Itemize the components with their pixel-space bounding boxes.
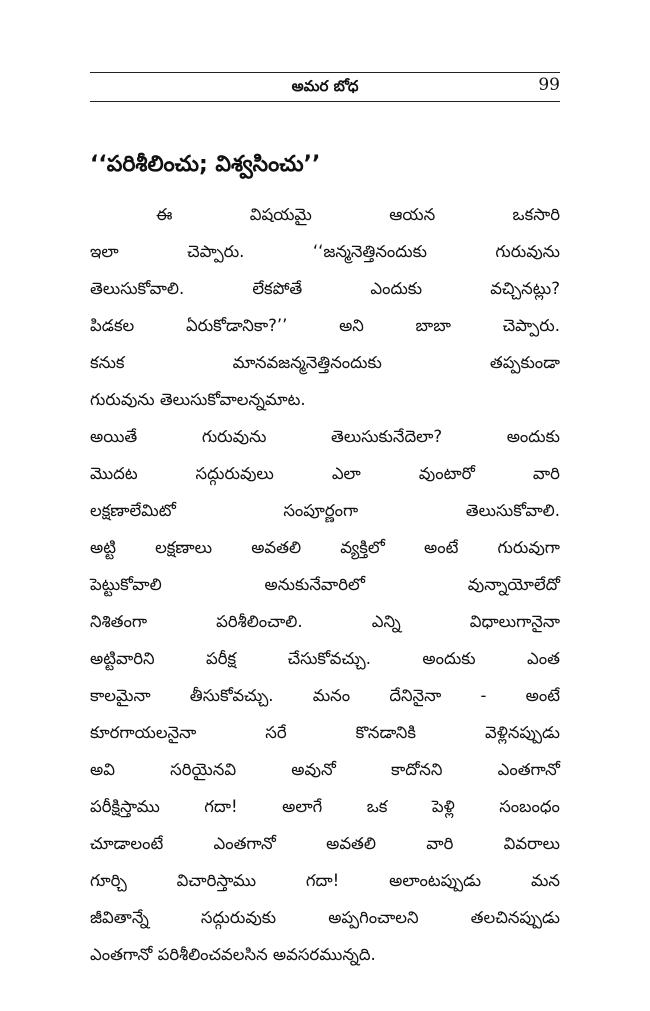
- word: అవి: [90, 760, 115, 779]
- word: కాలమైనా: [90, 686, 151, 705]
- word: నిశితంగా: [90, 612, 148, 631]
- word: విచారిస్తాము: [176, 871, 257, 890]
- word: చేసుకోవచ్చు.: [287, 649, 371, 668]
- text-line: [90, 603, 560, 640]
- word: లేకపోతే: [252, 279, 303, 298]
- word: మానవజన్మనెత్తినందుకు: [232, 353, 382, 372]
- text-line: [90, 640, 560, 677]
- word: చెప్పారు.: [187, 242, 245, 261]
- word: ఎంతగానో: [497, 760, 560, 779]
- word: సద్గురువుకు: [200, 908, 277, 927]
- word: వ్యక్తిలో: [340, 538, 385, 557]
- word: వుంటారో: [418, 464, 475, 483]
- text-line: ఎంతగానో పరిశీలించవలసిన అవసరమున్నది.: [90, 945, 376, 964]
- word: చెప్పారు.: [502, 316, 560, 335]
- word: లక్షణాలేమిటో: [90, 501, 176, 520]
- text-line: [90, 455, 560, 492]
- text-line: [90, 307, 560, 344]
- text-line: [90, 751, 560, 788]
- text-line: [90, 899, 560, 936]
- text-line: గురువును తెలుసుకోవాలన్నమాట.: [90, 390, 306, 409]
- word: అనుకునేవారిలో: [264, 575, 365, 594]
- header-title: అమర బోధ: [291, 77, 359, 95]
- word: మొదట: [90, 464, 138, 483]
- word: ఎలా: [331, 464, 361, 483]
- page-number: 99: [538, 75, 560, 95]
- word: గురువుగా: [497, 538, 560, 557]
- word: జీవితాన్నే: [90, 908, 149, 927]
- text-line: [90, 418, 560, 455]
- word: సంబంధం: [499, 797, 560, 816]
- word: వెళ్లినప్పుడు: [484, 723, 560, 742]
- word: అందుకు: [422, 649, 476, 668]
- word: తీసుకోవచ్చు.: [189, 686, 274, 705]
- text-line: [90, 714, 560, 751]
- word: పిడకల: [90, 316, 135, 335]
- word: వచ్చినట్లు?: [490, 279, 560, 298]
- word: అందుకు: [506, 427, 560, 446]
- word: అప్పగించాలని: [328, 908, 419, 927]
- word: గురువును: [201, 427, 267, 446]
- word: ఎంత: [527, 649, 560, 668]
- word: గదా!: [204, 797, 238, 816]
- word: అలాగే: [282, 797, 323, 816]
- text-line: [90, 233, 560, 270]
- word: పెళ్లి: [431, 797, 455, 816]
- word: సరియైనవి: [170, 760, 237, 779]
- text-line: [90, 270, 560, 307]
- word: -: [480, 686, 487, 705]
- word: తెలుసుకోవాలి.: [465, 501, 560, 520]
- word: మన: [530, 871, 560, 890]
- word: అవతలి: [251, 538, 302, 557]
- text-line: [90, 788, 560, 825]
- word: తెలుసుకునేదెలా?: [331, 427, 443, 446]
- word: కూరగాయలనైనా: [90, 723, 197, 742]
- word: ఎన్ని: [371, 612, 401, 631]
- text-line: [90, 196, 560, 233]
- word: ఈ: [156, 205, 173, 224]
- word: ఎంతగానో: [213, 834, 276, 853]
- running-header: [90, 72, 560, 102]
- word: సంపూర్ణంగా: [283, 501, 359, 520]
- section-title: ‘‘పరిశీలించు; విశ్వసించు’’: [90, 152, 321, 177]
- word: పెట్టుకోవాలి: [90, 575, 162, 594]
- word: ఆయన: [389, 205, 436, 224]
- word: లక్షణాలు: [155, 538, 213, 557]
- word: కనుక: [90, 353, 125, 372]
- word: గదా!: [305, 871, 340, 890]
- word: పరిశీలించాలి.: [216, 612, 303, 631]
- word: తెలుసుకోవాలి.: [90, 279, 185, 298]
- word: ఇలా: [90, 242, 119, 261]
- word: పరీక్ష: [206, 649, 237, 668]
- word: బాబా: [415, 316, 451, 335]
- word: వారి: [532, 464, 560, 483]
- paragraph: [90, 418, 560, 973]
- word: గురువును: [495, 242, 560, 261]
- text-line: [90, 862, 560, 899]
- word: ‘‘జన్మనెత్తినందుకు: [312, 242, 427, 261]
- word: కాదోనని: [390, 760, 443, 779]
- paragraph: [90, 196, 560, 418]
- word: తలచినప్పుడు: [470, 908, 560, 927]
- word: పరీక్షిస్తాము: [90, 797, 160, 816]
- word: వివరాలు: [503, 834, 560, 853]
- text-line: [90, 492, 560, 529]
- word: అంటే: [424, 538, 459, 557]
- text-line: [90, 566, 560, 603]
- word: ఏరుకోడానికా?’’: [185, 316, 288, 335]
- word: గూర్చి: [90, 871, 127, 890]
- word: కొనడానికి: [355, 723, 417, 742]
- word: విషయమై: [249, 205, 312, 224]
- word: ఒకసారి: [512, 205, 560, 224]
- text-line: [90, 344, 560, 381]
- body-text: [90, 196, 560, 973]
- word: అయితే: [90, 427, 138, 446]
- word: ఒక: [366, 797, 388, 816]
- word: అట్టివారిని: [90, 649, 155, 668]
- word: అవతలి: [326, 834, 376, 853]
- word: అట్టి: [90, 538, 116, 557]
- word: అని: [339, 316, 364, 335]
- word: దేనినైనా: [389, 686, 442, 705]
- word: అలాంటప్పుడు: [389, 871, 482, 890]
- text-line: [90, 677, 560, 714]
- text-line: [90, 529, 560, 566]
- word: అవునో: [291, 760, 336, 779]
- word: మనం: [312, 686, 351, 705]
- word: వున్నాయోలేదో: [467, 575, 560, 594]
- word: సరే: [265, 723, 287, 742]
- word: తప్పకుండా: [489, 353, 560, 372]
- word: అంటే: [525, 686, 560, 705]
- word: సద్గురువులు: [195, 464, 274, 483]
- word: విధాలుగానైనా: [469, 612, 560, 631]
- text-line: [90, 825, 560, 862]
- word: ఎందుకు: [370, 279, 423, 298]
- word: వారి: [426, 834, 454, 853]
- word: చూడాలంటే: [90, 834, 164, 853]
